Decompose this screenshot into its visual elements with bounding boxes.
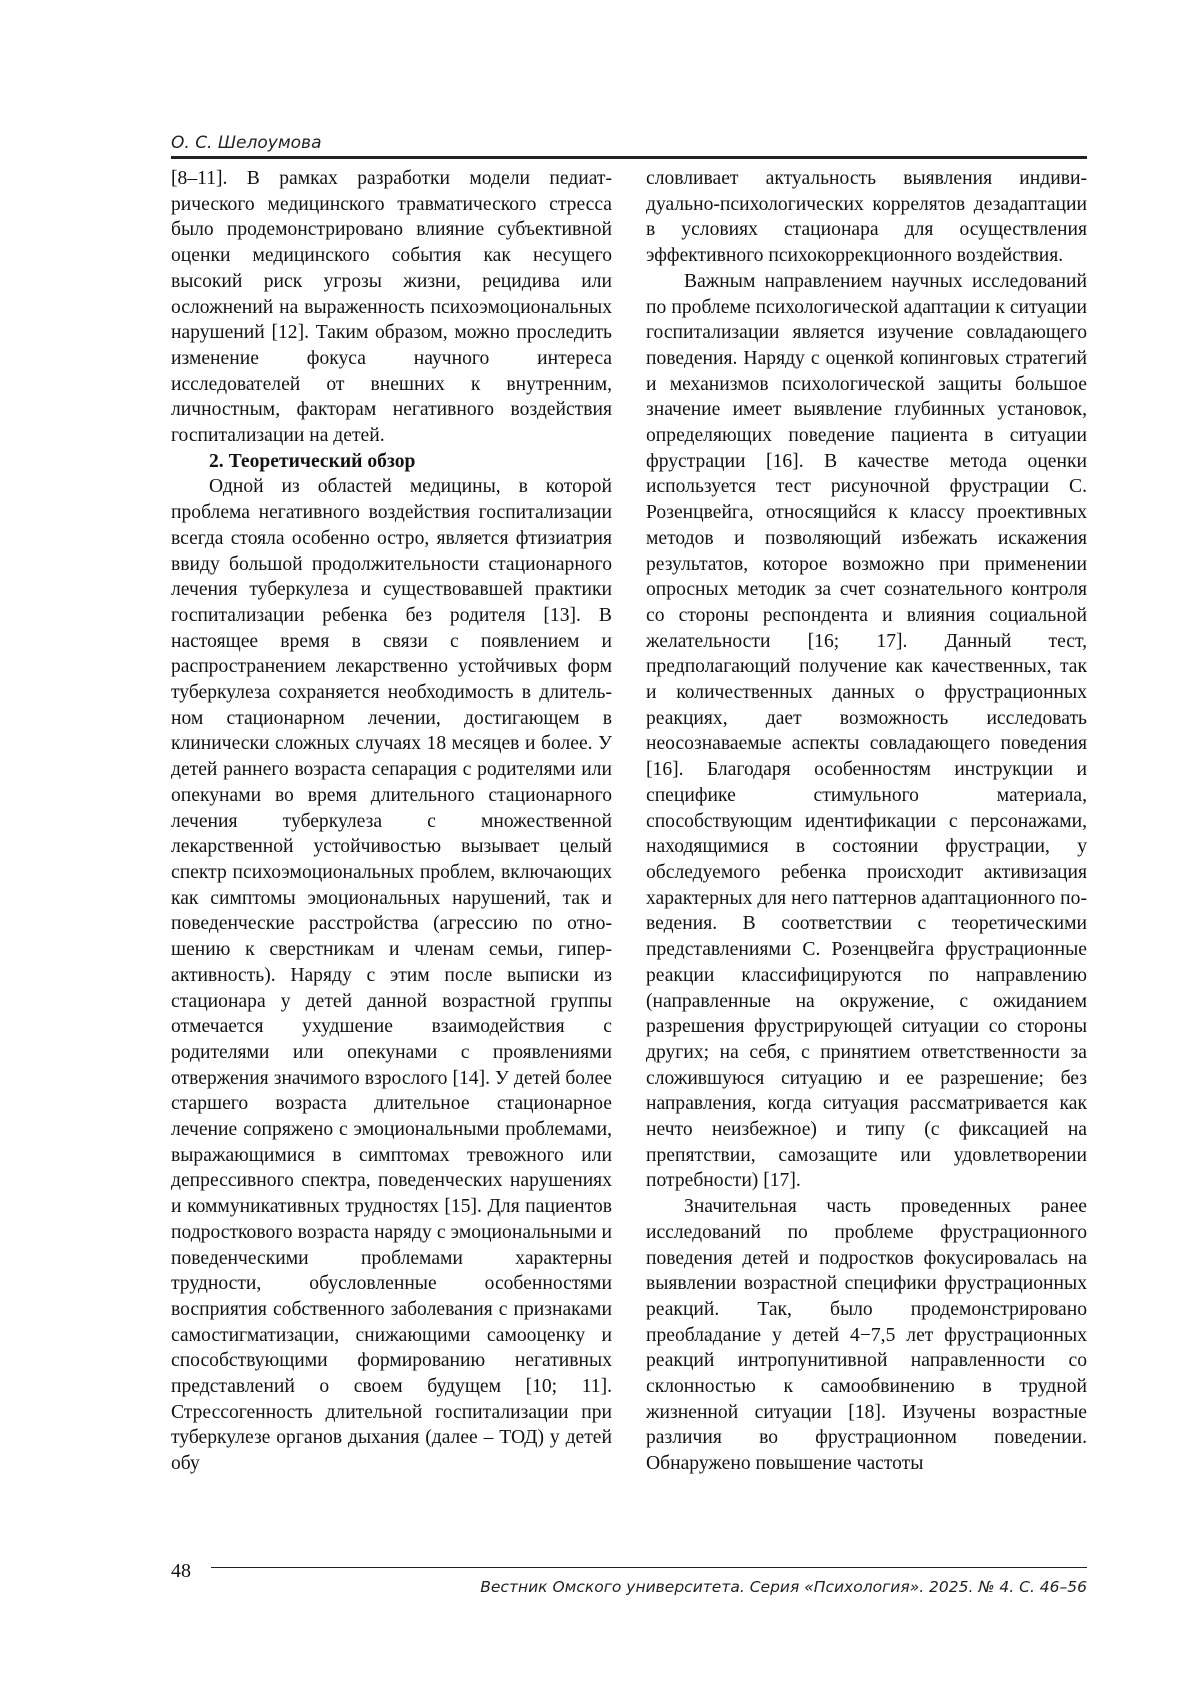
right-paragraph-1: словливает актуальность выявления индивидуально-психологических коррелятов дезадаптации в условиях стационара для осуществления эффективного психокоррекционного воздействия.	[646, 168, 1087, 267]
right-paragraph-3: Значительная часть проведенных ранее исследований по проблеме фрустрационного поведения детей и подростков фокусировалась на выявлении возрастной специфики фрустрационных реакций. Так, было продемонстрировано преобладание у детей 4−7,5 лет фрустрационных реакций интропунитивной направленности со склонностью к самообвинению в трудной жизненной ситуации [18]. Изучены возрастные различия во фрустрационном поведении. Обнаружено повышение частоты	[646, 1196, 1087, 1475]
left-paragraph-2: Одной из областей медицины, в которой проблема негативного воздействия госпитализации всегда стояла особенно остро, является фтизиатрия ввиду большой продолжительности стационарного лечения туберкулеза и существовавшей практики госпитализации ребенка без родителя [13]. В настоящее время в связи с появлением и распространением лекарственно устойчивых форм туберкулеза сохраняется необходимость в длительном стационарном лечении, достигающем в клинически сложных случаях 18 месяцев и более. У детей раннего возраста сепарация с родителями или опекунами во время длительного стационарного лечения туберкулеза с множественной лекарственной устойчивостью вызывает целый спектр психоэмоциональных проблем, включающих как симптомы эмоциональных нарушений, так и поведенческие расстройства (агрессию по отношению к сверстникам и членам семьи, гиперактивность). Наряду с этим после выписки из стационара у детей данной возрастной группы отмечается ухудшение взаимодействия с родителями или опекунами с проявлениями отвержения значимого взрослого [14]. У детей более старшего возраста длительное стационарное лечение сопряжено с эмоциональными проблемами, выражающимися в симптомах тревожного или депрессивного спектра, поведенческих нарушениях и коммуникативных трудностях [15]. Для пациентов подросткового возраста наряду с эмоциональными и поведенческими проблемами характерны трудности, обусловленные особенностями восприятия собственного заболевания с признаками самостигматизации, снижающими самооценку и способствующими формированию негативных представлений о своем будущем [10; 11]. Стрессогенность длительной госпитализации при туберкулезе органов дыхания (далее – ТОД) у детей обу	[171, 476, 612, 1475]
section-heading: 2. Теоретический обзор	[209, 450, 416, 472]
journal-citation: Вестник Омского университета. Серия «Психология». 2025. № 4. С. 46–56	[480, 1578, 1087, 1596]
left-column	[171, 166, 612, 1477]
left-paragraph-1: [8–11]. В рамках разработки модели педиатрического медицинского травматического стресса было продемонстрировано влияние субъективной оценки медицинского события как несущего высокий риск угрозы жизни, рецидива или осложнений на выраженность психоэмоциональных нарушений [12]. Таким образом, можно проследить изменение фокуса научного интереса исследователей от внешних к внутренним, личностным, факторам негативного воздействия госпитализации на детей.	[171, 168, 612, 447]
page-number: 48	[171, 1560, 191, 1582]
footer-rule	[211, 1567, 1087, 1568]
right-paragraph-2: Важным направлением научных исследований по проблеме психологической адаптации к ситуации госпитализации является изучение совладающего поведения. Наряду с оценкой копинговых стратегий и механизмов психологической защиты большое значение имеет выявление глубинных установок, определяющих поведение пациента в ситуации фрустрации [16]. В качестве метода оценки используется тест рисуночной фрустрации С. Розенцвейга, относящийся к классу проективных методов и позволяющий избежать искажения результатов, которое возможно при применении опросных методик за счет сознательного контроля со стороны респондента и влияния социальной желательности [16; 17]. Данный тест, предполагающий получение как качественных, так и количественных данных о фрустрационных реакциях, дает возможность исследовать неосознаваемые аспекты совладающего поведения [16]. Благодаря особенностям инструкции и специфике стимульного материала, способствующим идентификации с персонажами, находящимися в состоянии фрустрации, у обследуемого ребенка происходит активизация характерных для него паттернов адаптационного поведения. В соответствии с теоретическими представлениями С. Розенцвейга фрустрационные реакции классифицируются по направлению (направленные на окружение, с ожиданием разрешения фрустрирующей ситуации со стороны других; на себя, с принятием ответственности за сложившуюся ситуацию и ее разрешение; без направления, когда ситуация рассматривается как нечто неизбежное) и типу (с фиксацией на препятствии, самозащите или удовлетворении потребности) [17].	[646, 270, 1087, 1192]
running-header-author: О. С. Шелоумова	[171, 133, 322, 153]
header-rule	[171, 156, 1087, 159]
right-column	[646, 166, 1087, 1477]
